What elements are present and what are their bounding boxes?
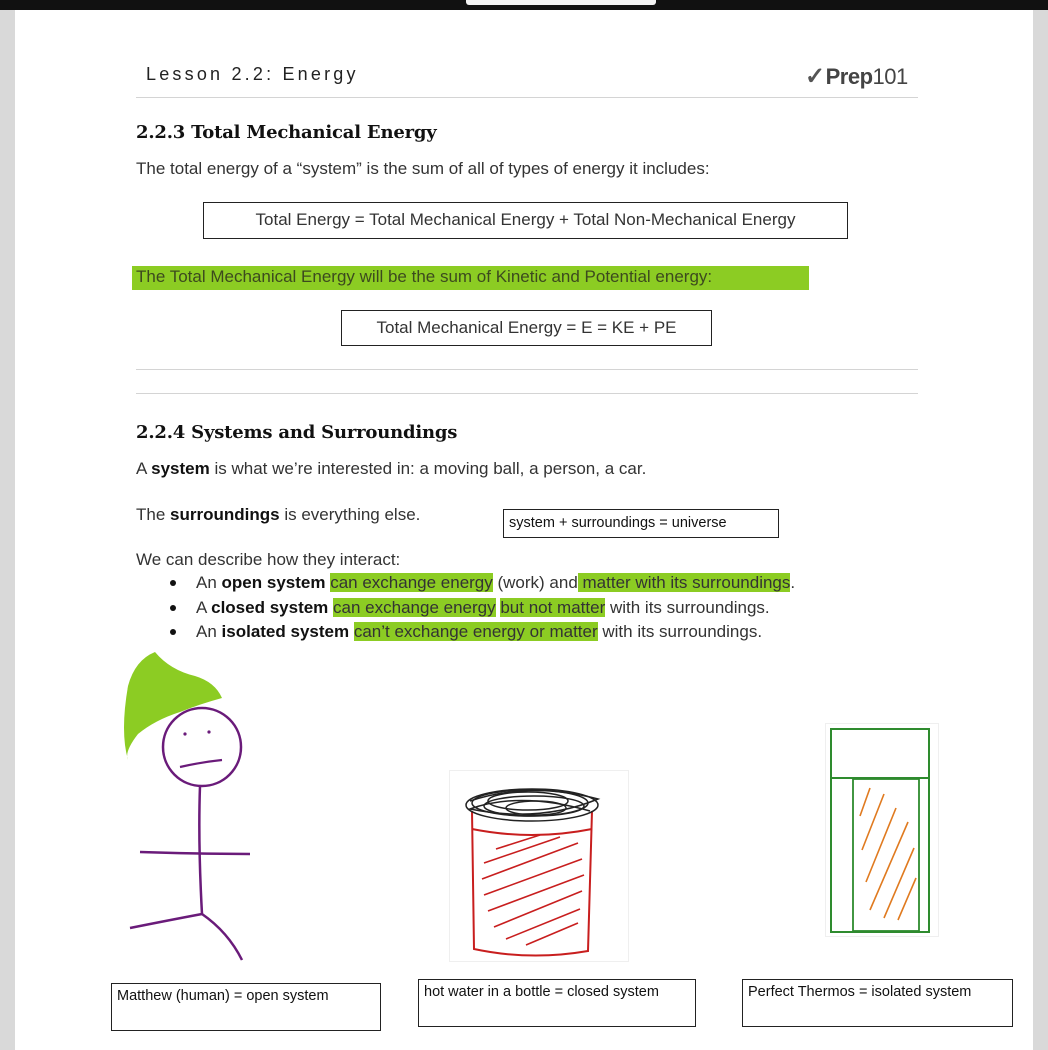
caption-human: Matthew (human) = open system	[117, 988, 329, 1004]
header-divider	[136, 97, 918, 98]
section-heading-mechanical-energy: 2.2.3 Total Mechanical Energy	[136, 122, 437, 143]
universe-equation-box	[503, 509, 779, 538]
stick-figure-eye-left	[183, 732, 186, 735]
thermos-inner	[853, 779, 919, 931]
stick-figure-drawing	[110, 642, 250, 970]
caption-thermos: Perfect Thermos = isolated system	[748, 984, 972, 1000]
mechanical-energy-equation-box	[341, 310, 712, 346]
stick-figure-eye-right	[207, 730, 210, 733]
thermos-hatching	[860, 788, 916, 920]
universe-equation: system + surroundings = universe	[509, 515, 727, 531]
thermos-drawing	[825, 723, 939, 937]
section-heading-systems: 2.2.4 Systems and Surroundings	[136, 422, 458, 443]
stick-figure-body	[199, 786, 202, 914]
browser-tab[interactable]	[466, 0, 656, 5]
total-energy-equation: Total Energy = Total Mechanical Energy + Total Non-Mechanical Energy	[255, 210, 796, 229]
mechanical-energy-sentence: The Total Mechanical Energy will be the sum of Kinetic and Potential energy:	[136, 267, 713, 286]
stick-figure-mouth	[180, 760, 222, 767]
stick-figure-right-leg	[202, 914, 242, 960]
stick-figure-left-leg	[130, 914, 202, 928]
list-item-open-system: An open system can exchange energy (work) and matter with its surroundings.	[149, 571, 795, 596]
section-divider-2	[136, 393, 918, 394]
caption-bottle-box	[418, 979, 696, 1027]
surroundings-definition: The surroundings is everything else.	[136, 505, 421, 524]
bottle-drawing	[449, 770, 629, 962]
thermos-outline	[831, 729, 929, 932]
total-energy-intro: The total energy of a “system” is the sum of all of types of energy it includes:	[136, 159, 710, 178]
green-hat-mark	[124, 652, 222, 760]
caption-thermos-box	[742, 979, 1013, 1027]
bottle-hatching	[482, 835, 584, 945]
document-page	[15, 10, 1033, 1050]
bottle-lid-scribble	[466, 789, 598, 821]
mechanical-energy-equation: Total Mechanical Energy = E = KE + PE	[376, 318, 677, 337]
section-divider-1	[136, 369, 918, 370]
checkmark-icon: ✓	[805, 63, 825, 90]
lesson-title: Lesson 2.2: Energy	[146, 64, 359, 84]
list-item-closed-system: A closed system can exchange energy but not matter with its surroundings.	[149, 596, 795, 621]
interaction-intro: We can describe how they interact:	[136, 550, 401, 569]
stick-figure-head	[163, 708, 241, 786]
browser-top-bar	[0, 0, 1048, 10]
caption-human-box	[111, 983, 381, 1031]
bottle-water-line	[472, 829, 592, 835]
system-types-list	[149, 571, 795, 645]
surroundings-term: surroundings	[170, 505, 280, 524]
prep101-logo: ✓Prep101	[805, 63, 908, 90]
total-energy-equation-box	[203, 202, 848, 239]
system-term: system	[151, 459, 210, 478]
caption-bottle: hot water in a bottle = closed system	[424, 984, 659, 1000]
stick-figure-arms	[140, 852, 250, 854]
system-definition: A system is what we’re interested in: a moving ball, a person, a car.	[136, 459, 647, 478]
list-item-isolated-system: An isolated system can’t exchange energy or matter with its surroundings.	[149, 620, 795, 645]
